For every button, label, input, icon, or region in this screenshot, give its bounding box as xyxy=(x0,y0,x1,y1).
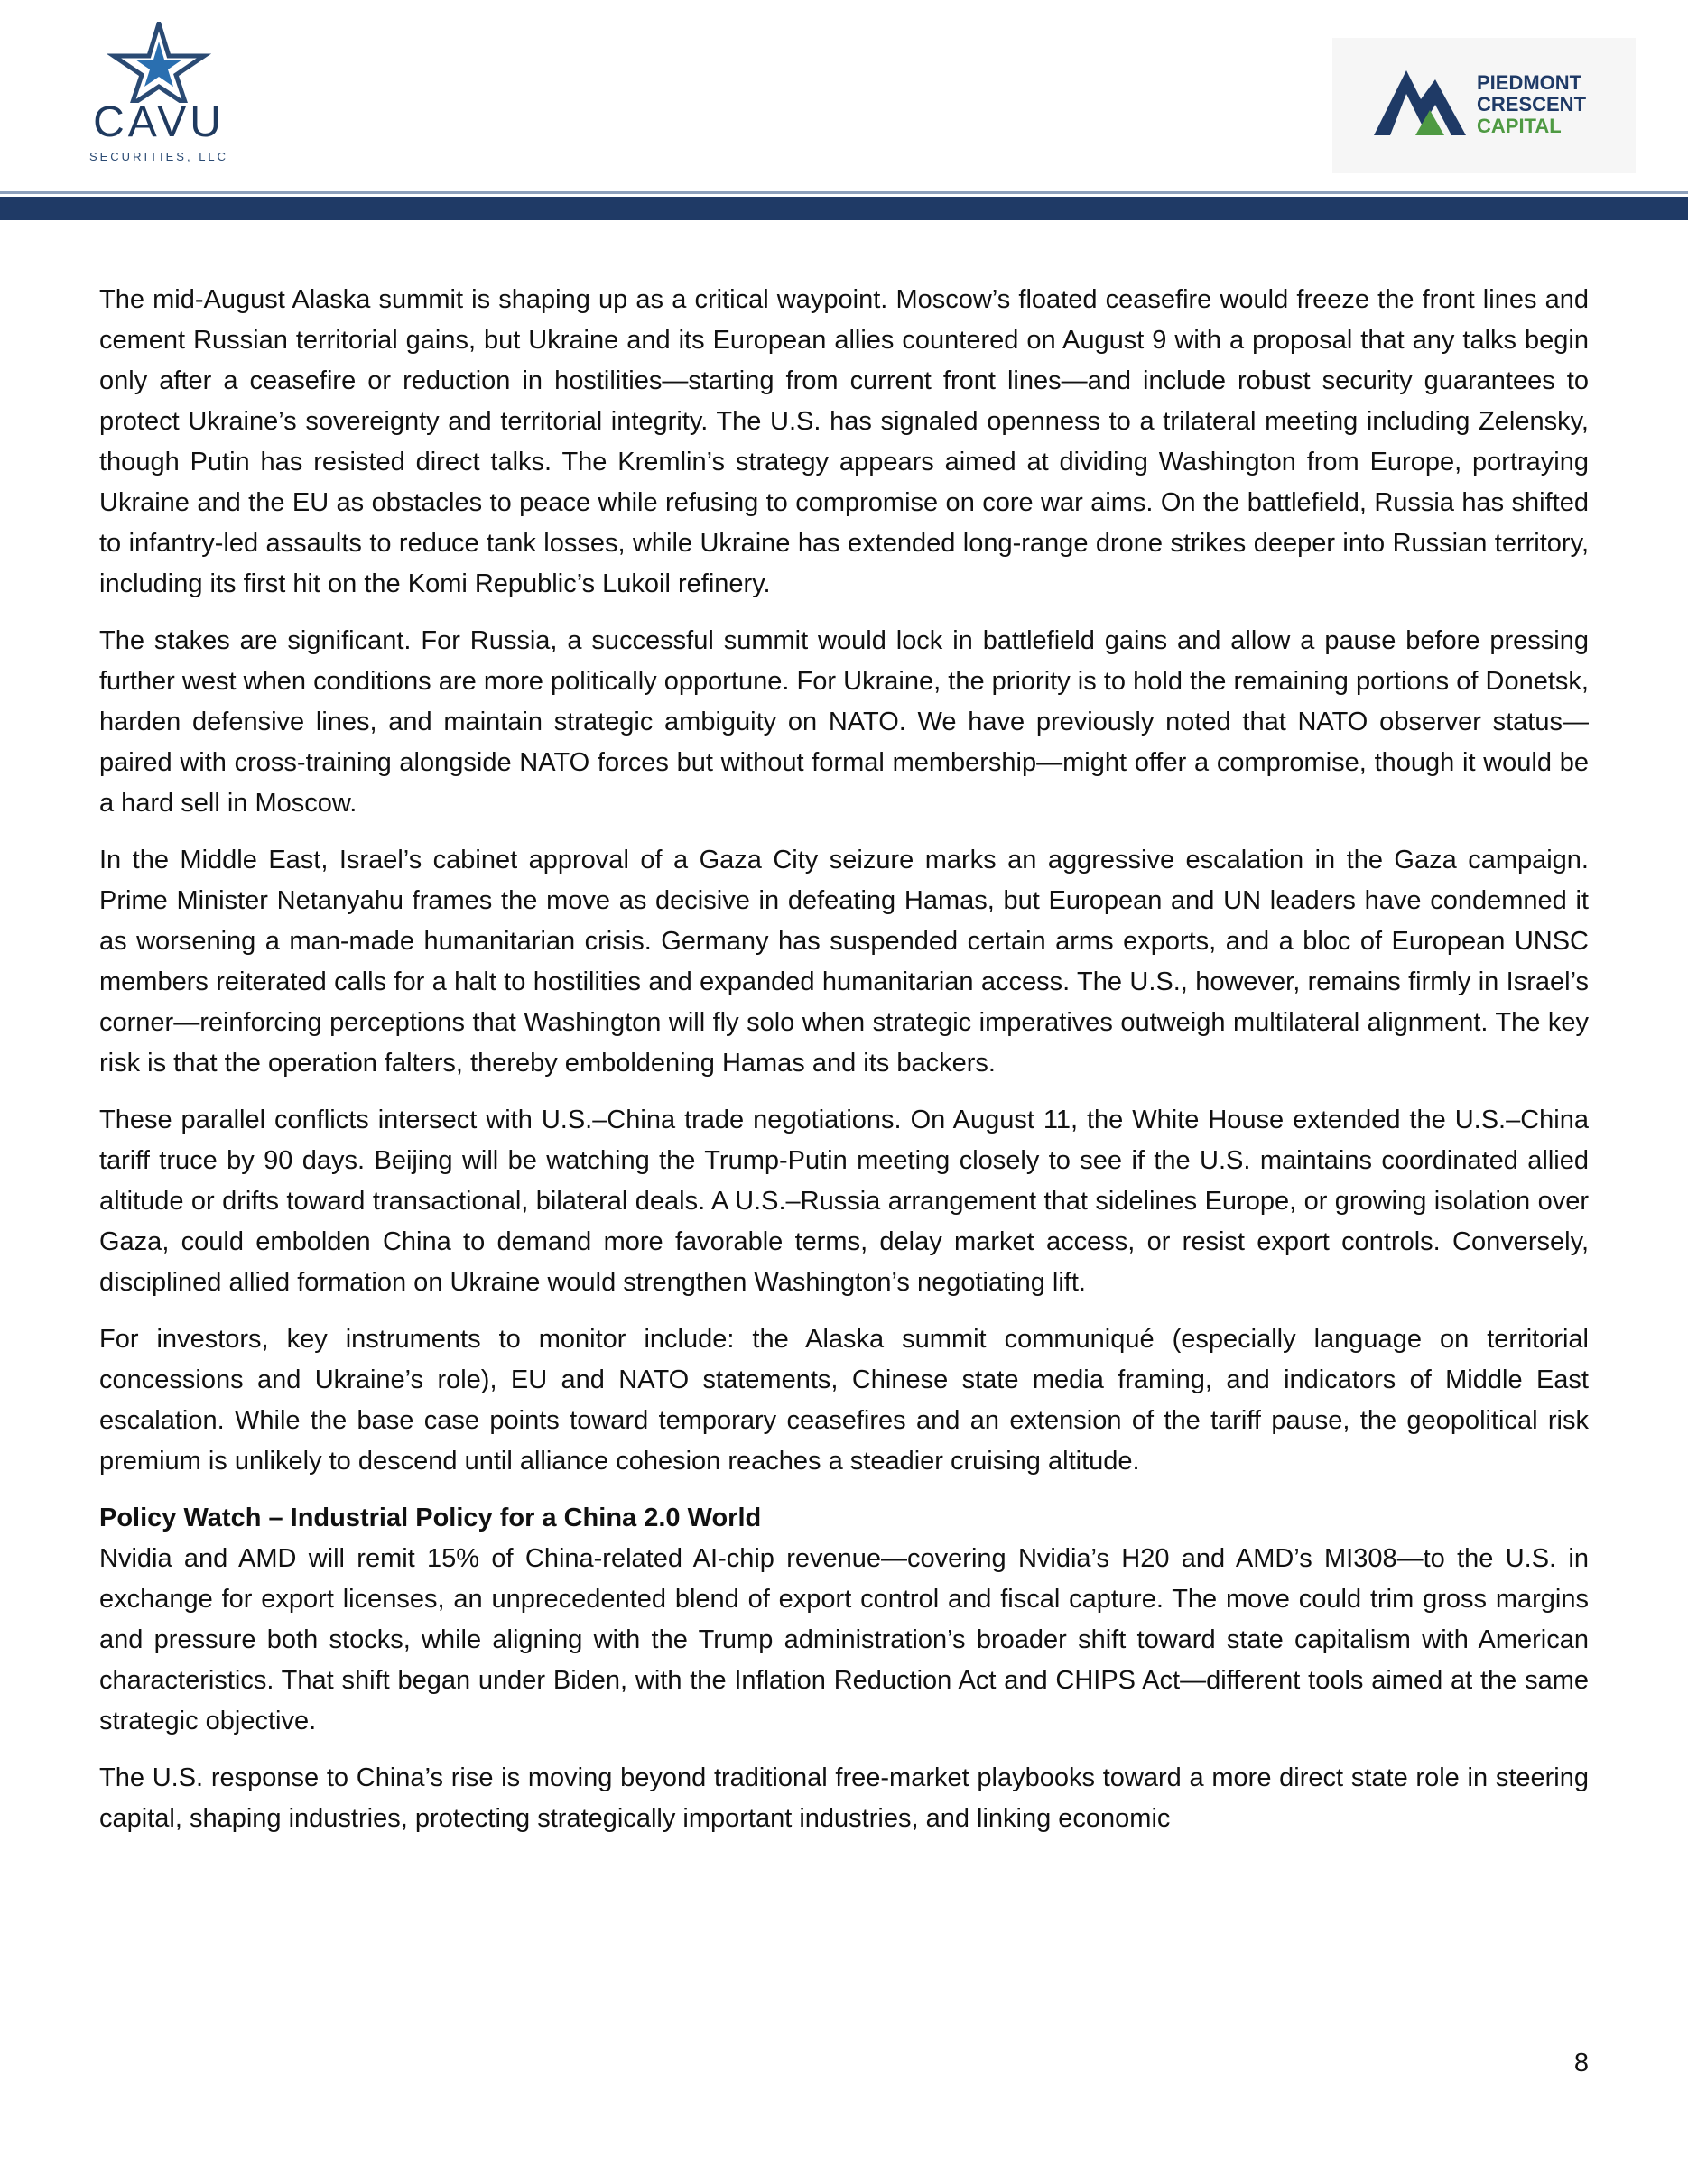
piedmont-wordmark xyxy=(1477,72,1586,137)
paragraph: The U.S. response to China’s rise is moving beyond traditional free-market playbooks toward a more direct state role in steering capital, shaping industries, protecting strategically important industries, and linking economic xyxy=(99,1763,1589,1833)
piedmont-line1: PIEDMONT xyxy=(1477,71,1582,94)
piedmont-crescent-logo xyxy=(1332,38,1636,173)
cavu-logo xyxy=(78,22,240,171)
page-number: 8 xyxy=(1573,2049,1589,2078)
header-divider xyxy=(0,197,1688,220)
page-header xyxy=(0,0,1688,200)
cavu-wordmark: CAVU xyxy=(93,98,225,146)
section-heading: Policy Watch – Industrial Policy for a China 2.0 World xyxy=(99,1504,762,1532)
document-body xyxy=(99,280,1589,1855)
paragraph: The mid-August Alaska summit is shaping up as a critical waypoint. Moscow’s floated ceasefire would freeze the front lines and cement Russian territorial gains, but Ukraine and its European allies countered on August 9 with a proposal that any talks begin only after a ceasefire or reduction in hostilities—starting from current front lines—and include robust security guarantees to protect Ukraine’s sovereignty and territorial integrity. The U.S. has signaled openness to a trilateral meeting including Zelensky, though Putin has resisted direct talks. The Kremlin’s strategy appears aimed at dividing Washington from Europe, portraying Ukraine and the EU as obstacles to peace while refusing to compromise on core war aims. On the battlefield, Russia has shifted to infantry-led assaults to reduce tank losses, while Ukraine has extended long-range drone strikes deeper into Russian territory, including its first hit on the Komi Republic’s Lukoil refinery. xyxy=(99,285,1589,598)
star-icon xyxy=(78,22,240,103)
paragraph: For investors, key instruments to monitor include: the Alaska summit communiqué (especially language on territorial concessions and Ukraine’s role), EU and NATO statements, Chinese state media framing, and indicators of Middle East escalation. While the base case points toward temporary ceasefires and an extension of the tariff pause, the geopolitical risk premium is unlikely to descend until alliance cohesion reaches a steadier cruising altitude. xyxy=(99,1325,1589,1476)
paragraph: The stakes are significant. For Russia, a successful summit would lock in battlefield gains and allow a pause before pressing further west when conditions are more politically opportune. For Ukraine, the priority is to hold the remaining portions of Donetsk, harden defensive lines, and maintain strategic ambiguity on NATO. We have previously noted that NATO observer status—paired with cross-training alongside NATO forces but without formal membership—might offer a compromise, though it would be a hard sell in Moscow. xyxy=(99,626,1589,818)
mountain-icon xyxy=(1370,63,1470,139)
header-divider-thin xyxy=(0,191,1688,194)
paragraph: In the Middle East, Israel’s cabinet approval of a Gaza City seizure marks an aggressive escalation in the Gaza campaign. Prime Minister Netanyahu frames the move as decisive in defeating Hamas, but European and UN leaders have condemned it as worsening a man-made humanitarian crisis. Germany has suspended certain arms exports, and a bloc of European UNSC members reiterated calls for a halt to hostilities and expanded humanitarian access. The U.S., however, remains firmly in Israel’s corner—reinforcing perceptions that Washington will fly solo when strategic imperatives outweigh multilateral alignment. The key risk is that the operation falters, thereby emboldening Hamas and its backers. xyxy=(99,846,1589,1078)
piedmont-line2: CRESCENT xyxy=(1477,93,1587,116)
cavu-subtitle: SECURITIES, LLC xyxy=(88,150,229,163)
piedmont-line3: CAPITAL xyxy=(1477,115,1562,137)
paragraph: Nvidia and AMD will remit 15% of China-related AI-chip revenue—covering Nvidia’s H20 and AMD’s MI308—to the U.S. in exchange for export licenses, an unprecedented blend of export control and fiscal capture. The move could trim gross margins and pressure both stocks, while aligning with the Trump administration’s broader shift toward state capitalism with American characteristics. That shift began under Biden, with the Inflation Reduction Act and CHIPS Act—different tools aimed at the same strategic objective. xyxy=(99,1544,1589,1735)
paragraph: These parallel conflicts intersect with U.S.–China trade negotiations. On August 11, the White House extended the U.S.–China tariff truce by 90 days. Beijing will be watching the Trump-Putin meeting closely to see if the U.S. maintains coordinated allied altitude or drifts toward transactional, bilateral deals. A U.S.–Russia arrangement that sidelines Europe, or growing isolation over Gaza, could embolden China to demand more favorable terms, delay market access, or resist export controls. Conversely, disciplined allied formation on Ukraine would strengthen Washington’s negotiating lift. xyxy=(99,1106,1589,1297)
